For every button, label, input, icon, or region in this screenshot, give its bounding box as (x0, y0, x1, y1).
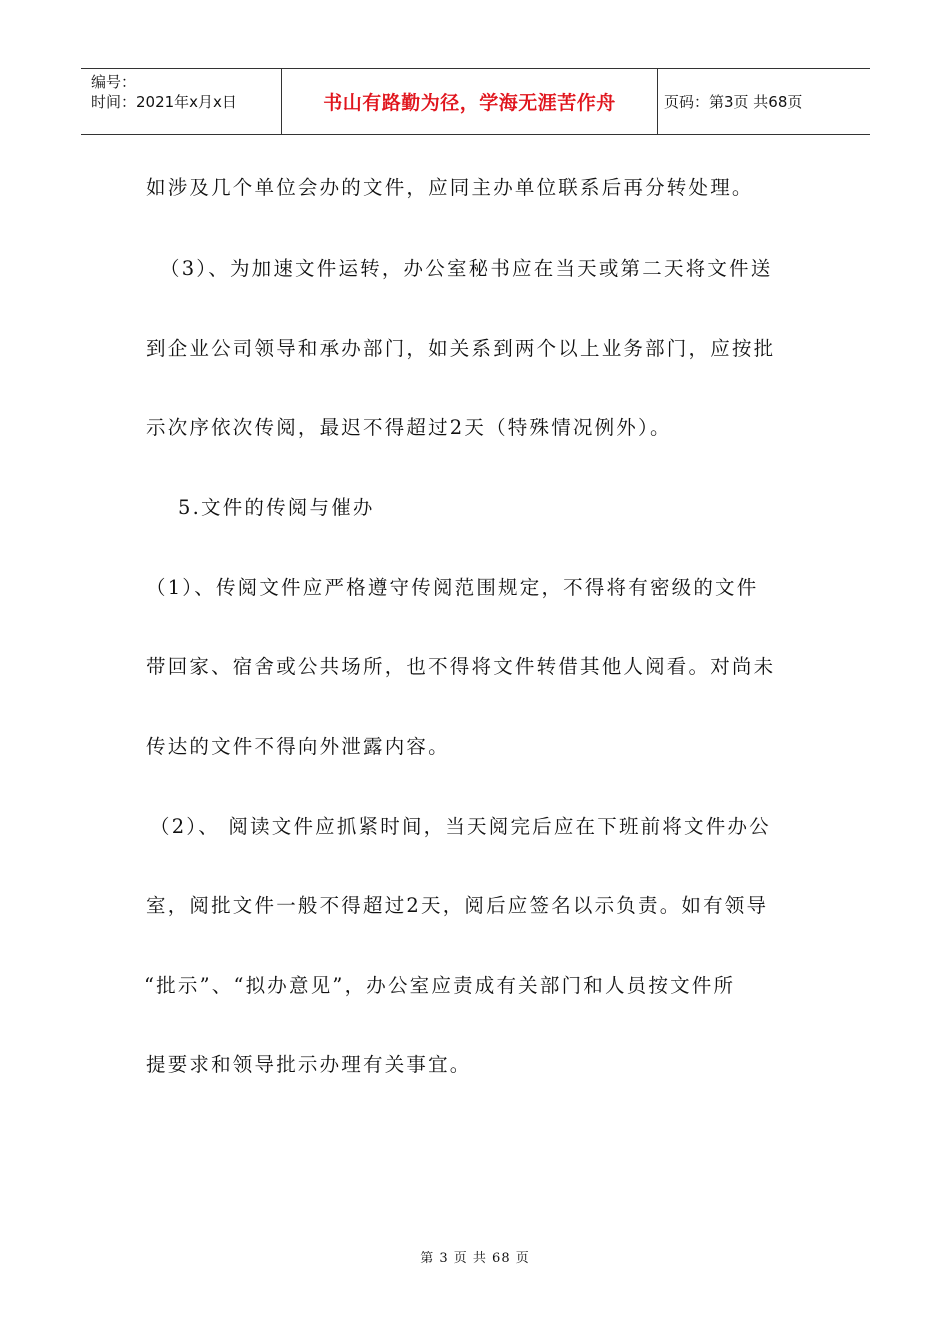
body-line: 示次序依次传阅，最迟不得超过2天（特殊情况例外）。 (146, 416, 672, 439)
body-line: （2）、 阅读文件应抓紧时间，当天阅完后应在下班前将文件办公 (150, 815, 771, 838)
body-line: 到企业公司领导和承办部门，如关系到两个以上业务部门，应按批 (146, 337, 776, 360)
body-line: 传达的文件不得向外泄露内容。 (146, 735, 450, 758)
header-meta (81, 69, 282, 134)
time-label: 时间：2021年x月x日 (91, 93, 237, 111)
page-footer: 第 3 页 共 68 页 (420, 1251, 530, 1266)
header-page-info: 页码：第3页 共68页 (664, 93, 803, 111)
body-line: 提要求和领导批示办理有关事宜。 (146, 1053, 472, 1076)
header-motto: 书山有路勤为径，学海无涯苦作舟 (282, 69, 658, 134)
body-line: （3）、为加速文件运转，办公室秘书应在当天或第二天将文件送 (160, 257, 773, 280)
document-header (81, 68, 870, 135)
section-heading: 5.文件的传阅与催办 (178, 496, 375, 519)
number-label: 编号： (91, 73, 137, 91)
body-line: “批示”、“拟办意见”，办公室应责成有关部门和人员按文件所 (144, 974, 736, 997)
body-line: 如涉及几个单位会办的文件，应同主办单位联系后再分转处理。 (146, 176, 754, 199)
body-line: 室，阅批文件一般不得超过2天，阅后应签名以示负责。如有领导 (146, 894, 769, 917)
body-line: （1）、传阅文件应严格遵守传阅范围规定，不得将有密级的文件 (146, 576, 759, 599)
body-line: 带回家、宿舍或公共场所，也不得将文件转借其他人阅看。对尚未 (146, 655, 776, 678)
